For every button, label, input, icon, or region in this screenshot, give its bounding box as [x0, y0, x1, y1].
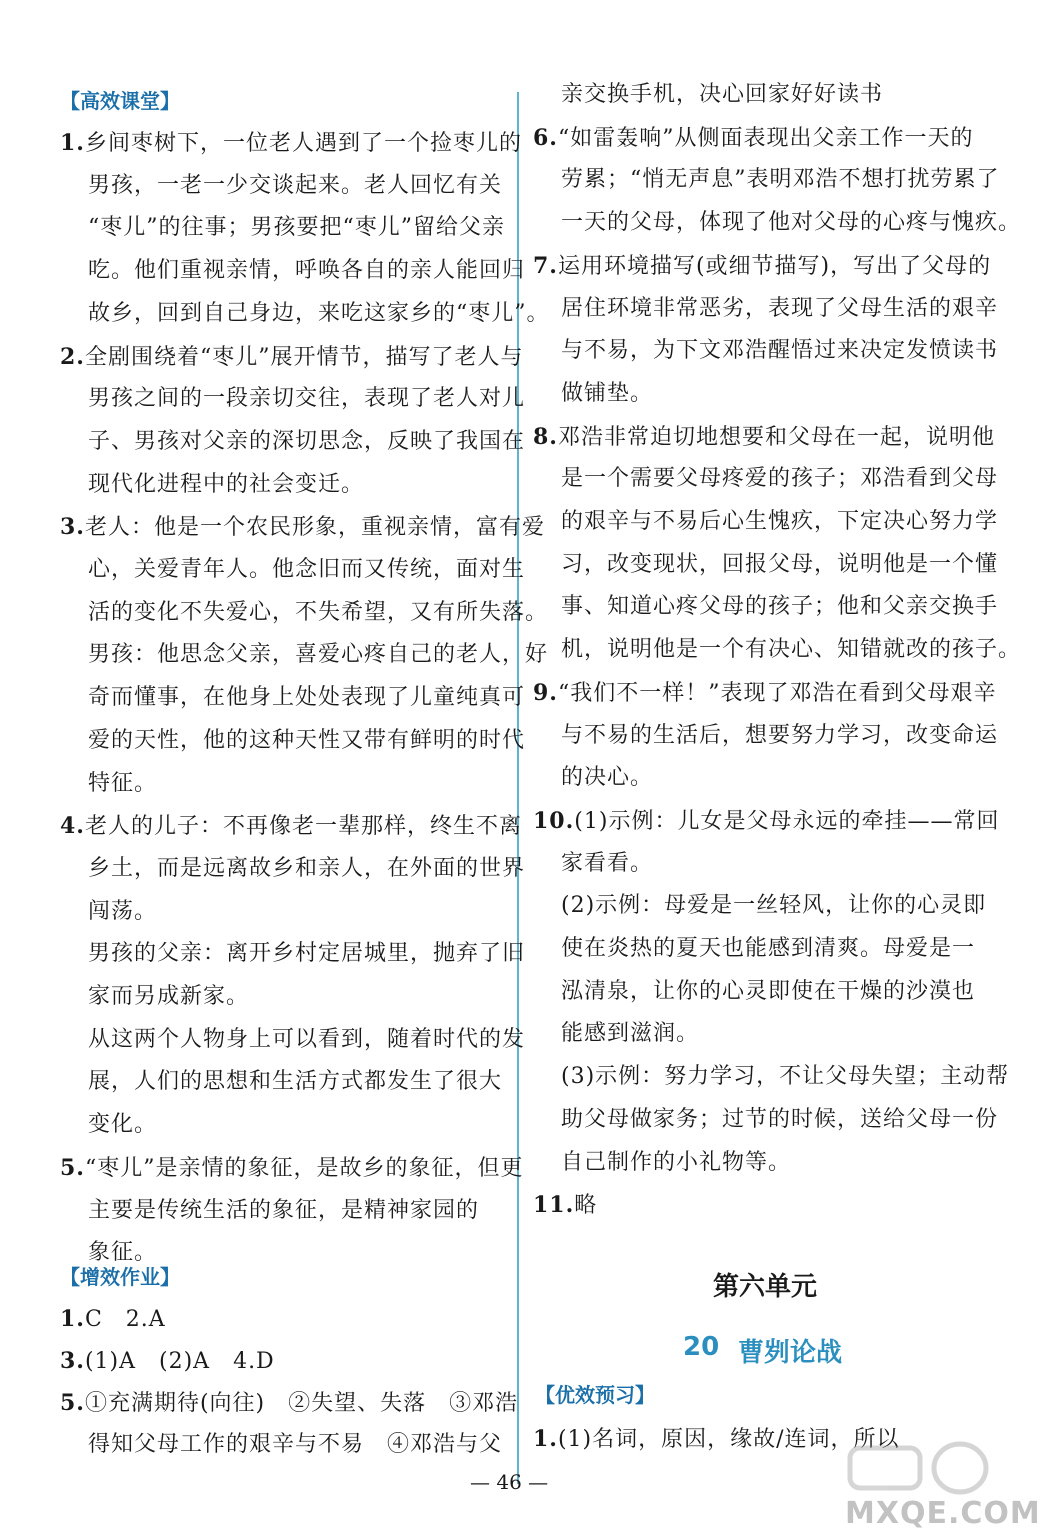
text-line [88, 1430, 502, 1460]
line-text: 略 [574, 1193, 598, 1219]
line-text: 奇而懂事，在他身上处处表现了儿童纯真可 [88, 685, 526, 711]
line-text: 现代化进程中的社会变迁。 [88, 471, 365, 497]
line-text: 劳累；“悄无声息”表明邓浩不想打扰劳累了 [561, 167, 1000, 193]
line-text: 助父母做家务；过节的时候，送给父母一份 [561, 1106, 999, 1132]
line-text: 活的变化不失爱心，不失希望，又有所失落。 [88, 599, 549, 625]
line-text: 的决心。 [561, 765, 654, 791]
section-tag-homework: 【增效作业】 [60, 1265, 180, 1289]
text-line [561, 165, 1000, 195]
line-text: 是一个需要父母疼爱的孩子；邓浩看到父母 [561, 466, 999, 492]
text-line [88, 213, 505, 243]
text-line [88, 1196, 479, 1226]
line-text: (2)示例：母爱是一丝轻风，让你的心灵即 [561, 893, 987, 919]
section-tag-efficient-class: 【高效课堂】 [60, 89, 180, 113]
line-text: 象征。 [88, 1240, 158, 1266]
text-line [561, 1019, 699, 1049]
text-line [561, 464, 998, 494]
text-line [60, 128, 522, 159]
line-text: 子、男孩对父亲的深切思念，反映了我国在 [88, 428, 526, 454]
text-line [561, 1148, 791, 1178]
text-line [561, 294, 998, 324]
line-text: “枣儿”是亲情的象征，是故乡的象征，但更 [84, 1155, 524, 1181]
text-line [533, 806, 999, 837]
line-text: “我们不一样！”表现了邓浩在看到父母艰辛 [557, 680, 997, 706]
line-text: 男孩的父亲：离开乡村定居城里，抛弃了旧 [88, 941, 526, 967]
line-text: 使在炎热的夏天也能感到清爽。母爱是一 [561, 936, 976, 961]
text-line [88, 598, 548, 628]
line-text: 闯荡。 [88, 898, 158, 924]
text-line [561, 507, 998, 537]
text-line [533, 123, 973, 154]
line-text: 全剧围绕着“枣儿”展开情节，描写了老人与 [84, 344, 524, 370]
line-text: 心，关爱青年人。他念旧而又传统，面对生 [88, 557, 526, 582]
line-text: 居住环境非常恶劣，表现了父母生活的艰辛 [561, 295, 999, 321]
line-text: C 2.A [84, 1307, 166, 1332]
text-line [60, 1346, 275, 1377]
text-line [88, 1067, 502, 1097]
line-text: 吃。他们重视亲情，呼唤各自的亲人能回归 [88, 258, 526, 284]
text-line [88, 470, 364, 500]
item-number: 11. [533, 1192, 575, 1219]
item-number: 10. [533, 807, 575, 834]
text-line [533, 678, 996, 709]
line-text: “如雷轰响”从侧面表现出父亲工作一天的 [557, 125, 974, 151]
item-number: 9. [533, 679, 558, 706]
lesson-title: 曹刿论战 [738, 1338, 843, 1368]
watermark-text: MXQE.COM [845, 1496, 1041, 1531]
item-number: 2. [60, 343, 85, 370]
line-text: 展，人们的思想和生活方式都发生了很大 [88, 1069, 503, 1095]
text-line [88, 939, 525, 969]
line-text: 做铺垫。 [561, 380, 654, 406]
line-text: 习，改变现状，回报父母，说明他是一个懂 [561, 551, 999, 577]
text-line [533, 251, 991, 282]
line-text: 运用环境描写(或细节描写)，写出了父母的 [557, 253, 992, 279]
line-text: 亲交换手机，决心回家好好读书 [561, 82, 884, 107]
line-text: 能感到滋润。 [561, 1021, 700, 1047]
item-number: 8. [533, 423, 558, 450]
line-text: 家而另成新家。 [88, 984, 250, 1009]
text-line [60, 1153, 523, 1184]
line-text: 从这两个人物身上可以看到，随着时代的发 [88, 1026, 526, 1052]
line-text: 男孩之间的一段亲切交往，表现了老人对儿 [88, 386, 526, 412]
text-line [88, 726, 525, 756]
line-text: 故乡，回到自己身边，来吃这家乡的“枣儿”。 [88, 300, 550, 326]
text-line [60, 811, 522, 842]
line-text: 的艰辛与不易后心生愧疚，下定决心努力学 [561, 509, 999, 534]
text-line [561, 1105, 998, 1135]
line-text: 事、知道心疼父母的孩子；他和父亲交换手 [561, 594, 999, 620]
line-text: 男孩：他思念父亲，喜爱心疼自己的老人，好 [88, 642, 549, 668]
line-text: 泓清泉，让你的心灵即使在干燥的沙漠也 [561, 978, 976, 1004]
text-line [561, 635, 1021, 665]
text-line [561, 208, 1021, 238]
item-number: 3. [60, 514, 85, 541]
line-text: (1)示例：儿女是父母永远的牵挂——常回 [574, 808, 1000, 834]
line-text: 乡土，而是远离故乡和亲人，在外面的世界 [88, 855, 526, 881]
section-tag-preview: 【优效预习】 [535, 1383, 655, 1407]
item-number: 1. [60, 1306, 85, 1332]
line-text: 主要是传统生活的象征，是精神家园的 [88, 1197, 480, 1223]
line-text: (1)名词，原因，缘故/连词，所以 [557, 1427, 900, 1452]
text-line [88, 384, 525, 414]
text-line [561, 849, 653, 879]
text-line [88, 555, 525, 585]
text-line [561, 336, 998, 366]
text-line [533, 1190, 597, 1221]
line-text: 家看看。 [561, 850, 654, 876]
text-line [561, 934, 975, 964]
item-number: 1. [533, 1426, 558, 1452]
line-text: 邓浩非常迫切地想要和父母在一起，说明他 [557, 424, 995, 450]
line-text: 机，说明他是一个有决心、知错就改的孩子。 [561, 637, 1022, 663]
text-line [561, 379, 653, 409]
line-text: “枣儿”的往事；男孩要把“枣儿”留给父亲 [88, 215, 505, 241]
line-text: (3)示例：努力学习，不让父母失望；主动帮 [561, 1064, 1010, 1090]
text-line [88, 171, 502, 201]
page-number: — 46 — [470, 1470, 549, 1494]
line-text: 爱的天性，他的这种天性又带有鲜明的时代 [88, 727, 526, 753]
text-line [60, 512, 545, 543]
text-line [60, 1304, 166, 1335]
line-text: 男孩，一老一少交谈起来。老人回忆有关 [88, 172, 503, 198]
text-line [88, 256, 525, 286]
item-number: 3. [60, 1348, 85, 1374]
text-line [561, 1062, 1009, 1092]
line-text: 自己制作的小礼物等。 [561, 1149, 792, 1175]
text-line [60, 342, 523, 373]
line-text: 特征。 [88, 770, 158, 796]
item-number: 7. [533, 252, 558, 279]
text-line [533, 422, 995, 453]
item-number: 6. [533, 124, 558, 151]
line-text: 与不易，为下文邓浩醒悟过来决定发愤读书 [561, 338, 999, 364]
line-text: 变化。 [88, 1112, 158, 1138]
text-line [88, 1110, 157, 1140]
line-text: 乡间枣树下，一位老人遇到了一个捡枣儿的 [84, 131, 522, 156]
text-line [88, 427, 525, 457]
text-line [88, 299, 550, 329]
line-text: (1)A (2)A 4.D [84, 1349, 275, 1374]
line-text: 得知父母工作的艰辛与不易 ④邓浩与父 [88, 1432, 503, 1457]
text-line [88, 640, 548, 670]
line-text: ①充满期待(向往) ②失望、失落 ③邓浩 [84, 1391, 519, 1416]
text-line [88, 1025, 525, 1055]
text-line [88, 769, 157, 799]
text-line [88, 854, 525, 884]
text-line [561, 80, 883, 110]
unit-title: 第六单元 [713, 1272, 818, 1302]
line-text: 老人的儿子：不再像老一辈那样，终生不离 [84, 814, 522, 840]
text-line [561, 891, 986, 921]
item-number: 4. [60, 813, 85, 840]
item-number: 1. [60, 130, 85, 156]
line-text: 老人：他是一个农民形象，重视亲情，富有爱 [84, 515, 545, 541]
text-line [561, 592, 998, 622]
text-line [88, 982, 249, 1012]
item-number: 5. [60, 1390, 85, 1416]
lesson-number: 20 [683, 1332, 720, 1362]
text-line [60, 1388, 518, 1419]
text-line [561, 763, 653, 793]
line-text: 一天的父母，体现了他对父母的心疼与愧疚。 [561, 210, 1022, 236]
text-line [88, 683, 525, 713]
text-line [561, 721, 998, 751]
item-number: 5. [60, 1154, 85, 1181]
line-text: 与不易的生活后，想要努力学习，改变命运 [561, 722, 999, 748]
text-line [88, 897, 157, 927]
text-line [561, 977, 975, 1007]
text-line [561, 550, 998, 580]
